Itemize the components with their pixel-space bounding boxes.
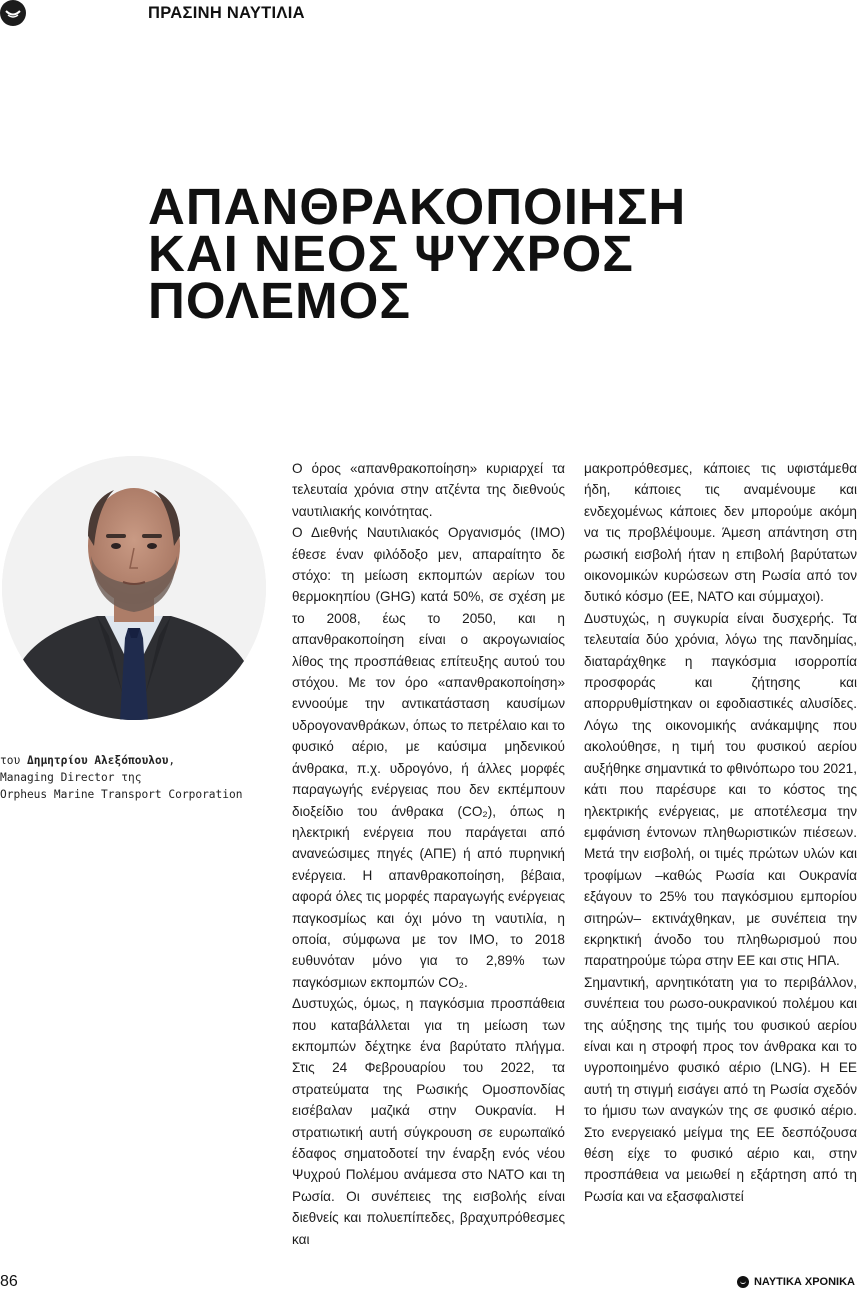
article-column-1 (292, 458, 565, 1250)
publication-brand (737, 1276, 855, 1288)
paragraph: μακροπρόθεσμες, κάποιες τις υφιστάμεθα ήδη, κάποιες τις αναμένουμε και ενδεχομένως κάποιες δεν μπορούμε ακόμη να τις προβλέψουμε. Άμεση απάντηση στη ρωσική εισβολή ήταν η επιβολή βαρύτατων οικονομικών κυρώσεων στη Ρωσία από τον δυτικό κόσμο (ΕΕ, ΝΑΤΟ και σύμμαχοι). (584, 461, 857, 605)
paragraph: Ο όρος «απανθρακοποίηση» κυριαρχεί τα τελευταία χρόνια στην ατζέντα της διεθνούς ναυτιλιακής κοινότητας. (292, 461, 565, 519)
ship-wave-icon (737, 1276, 749, 1288)
author-byline (0, 752, 268, 803)
title-line: ΑΠΑΝΘΡΑΚΟΠΟΙΗΣΗ (148, 178, 687, 235)
page-number: 86 (0, 1273, 18, 1290)
byline-suffix: , (168, 754, 176, 767)
paragraph: Δυστυχώς, όμως, η παγκόσμια προσπάθεια που καταβάλλεται για τη μείωση των εκπομπών δέχτηκε ένα βαρύτατο πλήγμα. Στις 24 Φεβρουαρίου του 2022, τα στρατεύματα της Ρωσικής Ομοσπονδίας εισέβαλαν μαζικά στην Ουκρανία. Η στρατιωτική αυτή σύγκρουση σε ευρωπαϊκό έδαφος σηματοδοτεί την έναρξη ενός νέου Ψυχρού Πολέμου ανάμεσα στο ΝΑΤΟ και τη Ρωσία. Οι συνέπειες της εισβολής είναι διεθνείς και πολυεπίπεδες, βραχυπρόθεσμες και (292, 996, 565, 1247)
author-role: Managing Director της (0, 771, 142, 784)
byline-line-1 (0, 752, 268, 769)
brand-name: ΝΑΥΤΙΚΑ ΧΡΟΝΙΚΑ (753, 1276, 855, 1288)
ship-wave-icon (0, 0, 26, 26)
paragraph: Σημαντική, αρνητικότατη για το περιβάλλον, συνέπεια του ρωσο-ουκρανικού πολέμου και της αύξησης της τιμής του φυσικού αερίου είναι και η στροφή προς τον άνθρακα και το υγροποιημένο φυσικό αέριο (LNG). Η ΕΕ αυτή τη στιγμή εισάγει από τη Ρωσία σχεδόν το ήμισυ των αναγκών της σε φυσικό αέριο. Στο ενεργειακό μείγμα της ΕΕ δεσπόζουσα θέση είχε το φυσικό αέριο και, στην προσπάθεια να μειωθεί η εξάρτηση από τη Ρωσία και να εξασφαλιστεί (584, 974, 857, 1204)
section-label: ΠΡΑΣΙΝΗ ΝΑΥΤΙΛΙΑ (148, 4, 305, 22)
paragraph: Δυστυχώς, η συγκυρία είναι δυσχερής. Τα τελευταία δύο χρόνια, λόγω της πανδημίας, διαταράχθηκε η παγκόσμια ισορροπία προσφοράς και ζήτησης και απορρυθμίστηκαν οι εφοδιαστικές αλυσίδες. Λόγω της οικονομικής ανάκαμψης που ακολούθησε, η τιμή του φυσικού αερίου αυξήθηκε σημαντικά το φθινόπωρο του 2021, κάτι που παρέσυρε και το κόστος της ηλεκτρικής ενέργειας, με αποτέλεσμα την εμφάνιση έντονων πληθωριστικών πιέσεων. Μετά την εισβολή, οι τιμές πρώτων υλών και τροφίμων –καθώς Ρωσία και Ουκρανία εξάγουν το 25% του παγκόσμιου εμπορίου σιτηρών– εκτινάχθηκαν, με συνέπεια την εκρηκτική άνοδο του πληθωρισμού που παρατηρούμε τώρα στην ΕΕ και στις ΗΠΑ. (584, 610, 857, 969)
author-company: Orpheus Marine Transport Corporation (0, 788, 243, 801)
title-line: ΚΑΙ ΝΕΟΣ ΨΥΧΡΟΣ (148, 225, 634, 282)
title-line: ΠΟΛΕΜΟΣ (148, 272, 411, 329)
article-title (148, 178, 828, 329)
article-column-2 (584, 458, 857, 1207)
paragraph: Ο Διεθνής Ναυτιλιακός Οργανισμός (ΙΜΟ) έθεσε έναν φιλόδοξο μεν, απαραίτητο δε στόχο: τη μείωση εκπομπών αερίων του θερμοκηπίου (GHG) κατά 50%, σε σχέση με το 2008, έως το 2050, και η απανθρακοποίηση είναι ο ακρογωνιαίος λίθος της προσπάθειας επίτευξης αυτού του στόχου. Με τον όρο «απανθρακοποίηση» εννοούμε την αντικατάσταση καυσίμων υδρογονανθράκων, όπως το πετρέλαιο και το φυσικό αέριο, με καύσιμα μηδενικού άνθρακα, π.χ. υδρογόνο, ή άλλες μορφές παραγωγής ενέργειας που δεν εκπέμπουν διοξείδιο του άνθρακα (CO₂), όπως η ηλεκτρική ενέργεια που παράγεται από ανανεώσιμες πηγές (ΑΠΕ) ή από πυρηνική ενέργεια. Η απανθρακοποίηση, βέβαια, αφορά όλες τις μορφές παραγωγής ενέργειας παγκοσμίως και όχι μόνο τη ναυτιλία, η οποία, σύμφωνα με τον ΙΜΟ, το 2018 ευθυνόταν μόνο για το 2,89% των παγκόσμιων εκπομπών CO₂. (292, 525, 565, 990)
author-name: Δημητρίου Αλεξόπουλου (26, 754, 169, 767)
byline-prefix: του (0, 754, 21, 767)
author-portrait (2, 456, 266, 720)
